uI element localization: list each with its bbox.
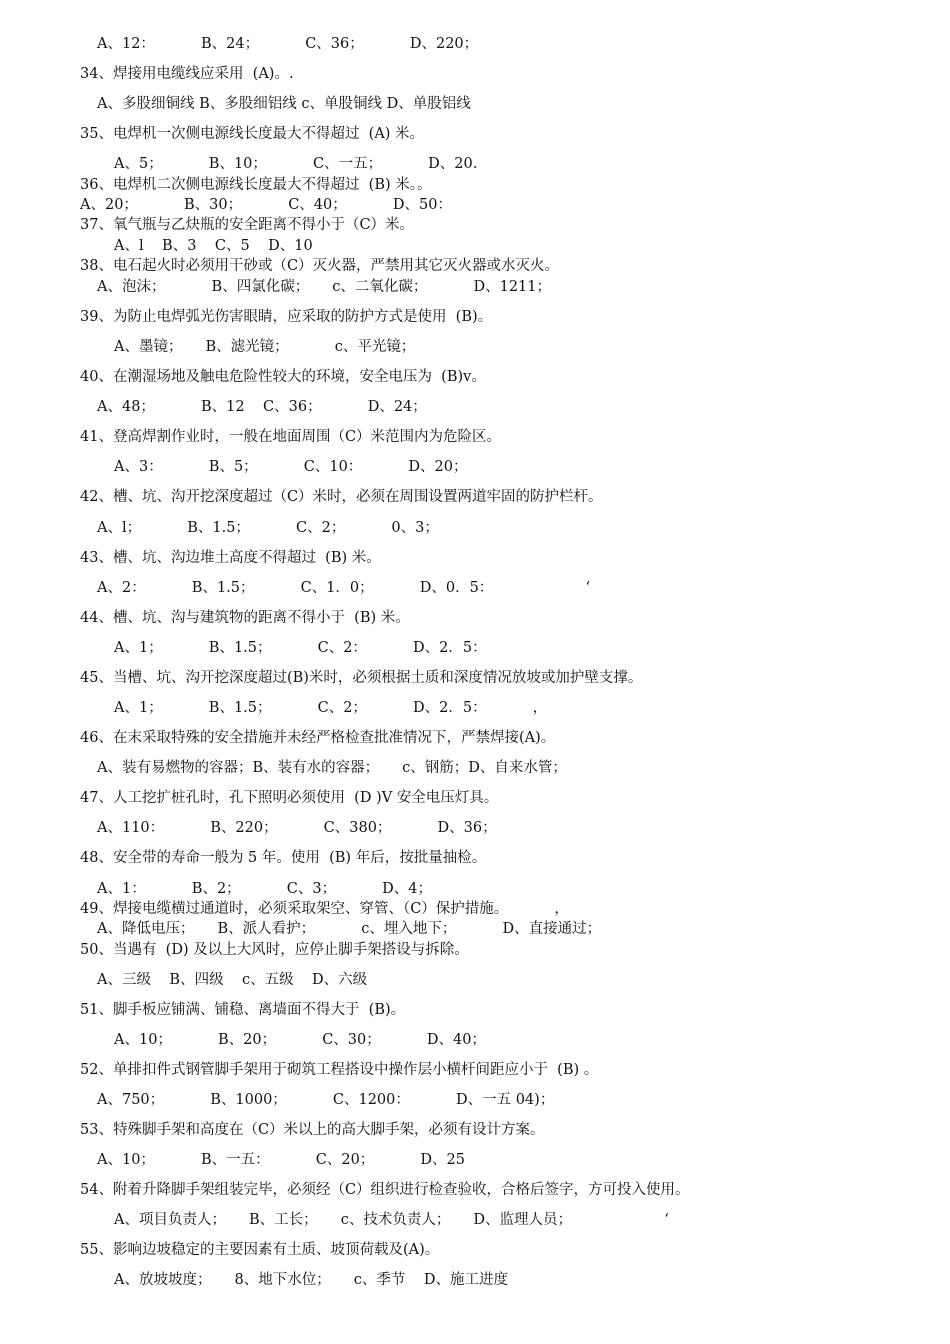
question-42: 42、槽、坑、沟开挖深度超过（C）米时，必须在周围设置两道牢固的防护栏杆。 — [80, 489, 603, 505]
answer-options-55: A、放坡坡度； 8、地下水位； c、季节 D、施工进度 — [114, 1272, 508, 1288]
question-55: 55、影响边坡稳定的主要因素有土质、坡顶荷载及(A)。 — [80, 1242, 440, 1258]
answer-options-39: A、墨镜； B、滤光镜； c、平光镜； — [114, 339, 416, 355]
question-41: 41、登高焊割作业时，一般在地面周围（C）米范围内为危险区。 — [80, 429, 502, 445]
answer-options-37: A、l B、3 C、5 D、10 — [114, 238, 313, 254]
question-40: 40、在潮湿场地及触电危险性较大的环境，安全电压为 (B)v。 — [80, 369, 486, 385]
question-35: 35、电焊机一次侧电源线长度最大不得超过 (A) 米。 — [80, 126, 425, 142]
question-48: 48、安全带的寿命一般为 5 年。使用 (B) 年后，按批量抽检。 — [80, 850, 487, 866]
question-38: 38、电石起火时必须用干砂或（C）灭火器，严禁用其它灭火器或水灭火。 — [80, 258, 560, 274]
answer-options-46: A、装有易燃物的容器；B、装有水的容器； c、钢筋；D、自来水管； — [97, 760, 567, 776]
answer-options-50: A、三级 B、四级 c、五级 D、六级 — [97, 972, 368, 988]
question-52: 52、单排扣件式钢管脚手架用于砌筑工程搭设中操作层小横杆间距应小于 (B) 。 — [80, 1062, 599, 1078]
answer-options-33: A、12： B、24； C、36； D、220； — [97, 36, 479, 52]
answer-options-38: A、泡沫； B、四氯化碳； c、二氧化碳； D、1211； — [97, 279, 552, 295]
answer-options-47: A、110： B、220； C、380； D、36； — [97, 820, 497, 836]
answer-options-49: A、降低电压； B、派人看护； c、埋入地下； D、直接通过； — [97, 921, 602, 937]
question-50: 50、当遇有 (D) 及以上大风时，应停止脚手架搭设与拆除。 — [80, 942, 469, 958]
question-53: 53、特殊脚手架和高度在（C）米以上的高大脚手架，必须有设计方案。 — [80, 1122, 545, 1138]
question-51: 51、脚手板应铺满、铺稳、离墙面不得大于 (B)。 — [80, 1002, 406, 1018]
question-44: 44、槽、坑、沟与建筑物的距离不得小于 (B) 米。 — [80, 610, 410, 626]
question-34: 34、焊接用电缆线应采用 (A)。. — [80, 66, 294, 82]
answer-options-44: A、1； B、1.5； C、2： D、2．5： — [114, 640, 487, 656]
answer-options-41: A、3： B、5； C、10： D、20； — [114, 459, 468, 475]
question-36: 36、电焊机二次侧电源线长度最大不得超过 (B) 米。。 — [80, 177, 432, 193]
question-47: 47、人工挖扩桩孔时，孔下照明必须使用 (D )V 安全电压灯具。 — [80, 790, 499, 806]
answer-options-53: A、10； B、一五： C、20； D、25 — [97, 1152, 465, 1168]
answer-options-35: A、5； B、10； C、一五； D、20. — [114, 156, 478, 172]
question-54: 54、附着升降脚手架组装完毕，必须经（C）组织进行检查验收，合格后签字，方可投入使用。 — [80, 1182, 690, 1198]
question-49: 49、焊接电缆横过通道时，必须采取架空、穿管、（C）保护措施。 ， — [80, 901, 569, 917]
answer-options-54: A、项目负责人； B、工长； c、技术负责人； D、监理人员； ‘ — [114, 1212, 669, 1228]
answer-options-48: A、1： B、2； C、3； D、4； — [97, 881, 433, 897]
answer-options-52: A、750； B、1000； C、1200： D、一五 04)； — [97, 1092, 555, 1108]
question-37: 37、氧气瓶与乙炔瓶的安全距离不得小于（C）米。 — [80, 217, 415, 233]
answer-options-51: A、10； B、20； C、30； D、40； — [114, 1032, 486, 1048]
question-45: 45、当槽、坑、沟开挖深度超过(B)米时，必须根据土质和深度情况放坡或加护壁支撑。 — [80, 670, 643, 686]
question-43: 43、槽、坑、沟边堆土高度不得超过 (B) 米。 — [80, 550, 381, 566]
answer-options-40: A、48； B、12 C、36； D、24； — [97, 399, 427, 415]
answer-options-43: A、2： B、1.5； C、1．0； D、0．5： ‘ — [97, 580, 591, 596]
question-39: 39、为防止电焊弧光伤害眼睛，应采取的防护方式是使用 (B)。 — [80, 309, 493, 325]
question-46: 46、在末采取特殊的安全措施并未经严格检查批准情况下，严禁焊接(A)。 — [80, 730, 556, 746]
answer-options-34: A、多股细铜线 B、多股细铝线 c、单股铜线 D、单股铝线 — [97, 96, 471, 112]
answer-options-36: A、20； B、30； C、40； D、50： — [80, 197, 452, 213]
answer-options-42: A、l； B、1.5； C、2； 0、3； — [97, 520, 439, 536]
answer-options-45: A、1； B、1.5； C、2； D、2．5： ， — [114, 700, 548, 716]
